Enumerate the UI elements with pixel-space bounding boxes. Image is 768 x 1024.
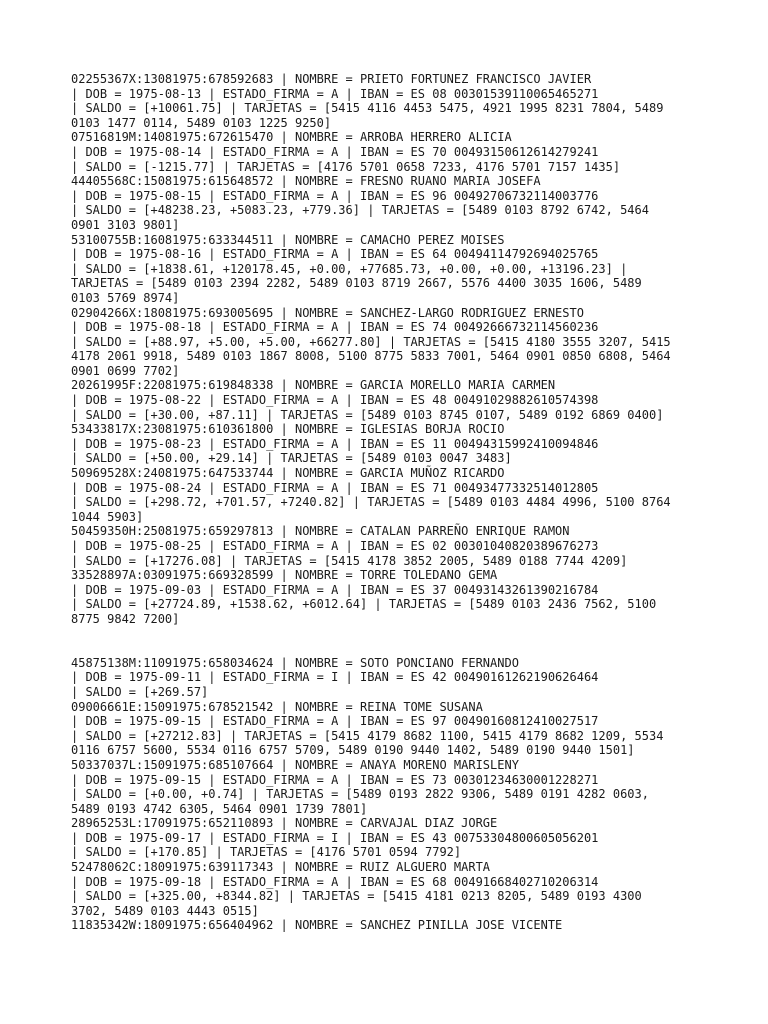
text-line: | SALDO = [+30.00, +87.11] | TARJETAS = [5489 0103 8745 0107, 5489 0192 6869 0400] [71, 407, 664, 422]
text-line: | SALDO = [+170.85] | TARJETAS = [4176 5701 0594 7792] [71, 845, 462, 860]
text-line: | DOB = 1975-08-13 | ESTADO_FIRMA = A | IBAN = ES 08 00301539110065465271 [71, 86, 599, 101]
text-line: | DOB = 1975-09-18 | ESTADO_FIRMA = A | IBAN = ES 68 00491668402710206314 [71, 874, 599, 889]
text-line: | DOB = 1975-08-25 | ESTADO_FIRMA = A | IBAN = ES 02 00301040820389676273 [71, 539, 599, 553]
text-line: | SALDO = [+48238.23, +5083.23, +779.36] | TARJETAS = [5489 0103 8792 6742, 5464 [71, 203, 649, 218]
text-line: | DOB = 1975-08-18 | ESTADO_FIRMA = A | IBAN = ES 74 00492666732114560236 [71, 320, 599, 335]
text-line: | SALDO = [+298.72, +701.57, +7240.82] | TARJETAS = [5489 0103 4484 4996, 5100 8764 [71, 495, 671, 510]
block-separator [71, 627, 711, 656]
text-line: | SALDO = [+269.57] [71, 684, 209, 699]
text-line: | SALDO = [+88.97, +5.00, +5.00, +66277.80] | TARJETAS = [5415 4180 3555 3207, 5415 [71, 334, 671, 349]
text-line: | DOB = 1975-08-16 | ESTADO_FIRMA = A | IBAN = ES 64 00494114792694025765 [71, 247, 599, 262]
text-line: | DOB = 1975-09-17 | ESTADO_FIRMA = I | IBAN = ES 43 00753304800605056201 [71, 830, 599, 845]
text-line: | SALDO = [+17276.08] | TARJETAS = [5415 4178 3852 2005, 5489 0188 7744 4209] [71, 553, 628, 568]
text-line: 50337037L:15091975:685107664 | NOMBRE = ANAYA MORENO MARISLENY [71, 757, 519, 772]
text-line: | DOB = 1975-08-14 | ESTADO_FIRMA = A | IBAN = ES 70 00493150612614279241 [71, 144, 599, 159]
text-line: 0901 3103 9801] [71, 217, 180, 232]
text-line: 1044 5903] [71, 509, 144, 524]
text-line: | SALDO = [+1838.61, +120178.45, +0.00, +77685.73, +0.00, +0.00, +13196.23] | [71, 261, 628, 276]
text-line: 5489 0193 4742 6305, 5464 0901 1739 7801] [71, 801, 368, 816]
text-line: | DOB = 1975-09-03 | ESTADO_FIRMA = A | IBAN = ES 37 00493143261390216784 [71, 582, 599, 597]
text-line: 3702, 5489 0103 4443 0515] [71, 903, 259, 918]
text-line: TARJETAS = [5489 0103 2394 2282, 5489 0103 8719 2667, 5576 4400 3035 1606, 5489 [71, 276, 642, 291]
text-line: 8775 9842 7200] [71, 611, 180, 626]
text-line: | DOB = 1975-09-11 | ESTADO_FIRMA = I | IBAN = ES 42 00490161262190626464 [71, 670, 599, 685]
text-line: | DOB = 1975-09-15 | ESTADO_FIRMA = A | IBAN = ES 97 00490160812410027517 [71, 714, 599, 729]
text-line: | SALDO = [+27724.89, +1538.62, +6012.64] | TARJETAS = [5489 0103 2436 7562, 5100 [71, 597, 657, 612]
text-line: 07516819M:14081975:672615470 | NOMBRE = ARROBA HERRERO ALICIA [71, 130, 512, 145]
text-line: 28965253L:17091975:652110893 | NOMBRE = CARVAJAL DIAZ JORGE [71, 816, 498, 831]
text-line: | SALDO = [+10061.75] | TARJETAS = [5415 4116 4453 5475, 4921 1995 8231 7804, 5489 [71, 101, 664, 116]
text-line: 20261995F:22081975:619848338 | NOMBRE = GARCIA MORELLO MARIA CARMEN [71, 378, 556, 393]
text-line: | SALDO = [-1215.77] | TARJETAS = [4176 5701 0658 7233, 4176 5701 7157 1435] [71, 159, 621, 174]
text-line: | SALDO = [+27212.83] | TARJETAS = [5415 4179 8682 1100, 5415 4179 8682 1209, 5534 [71, 728, 664, 743]
text-line: 0103 5769 8974] [71, 290, 180, 305]
text-line: 0116 6757 5600, 5534 0116 6757 5709, 5489 0190 9440 1402, 5489 0190 9440 1501] [71, 743, 635, 758]
record-block-2 [71, 656, 711, 933]
text-line: 50459350H:25081975:659297813 | NOMBRE = CATALAN PARREÑO ENRIQUE RAMON [71, 524, 570, 539]
text-line: 02255367X:13081975:678592683 | NOMBRE = PRIETO FORTUNEZ FRANCISCO JAVIER [71, 72, 592, 86]
text-line: 50969528X:24081975:647533744 | NOMBRE = GARCIA MUÑOZ RICARDO [71, 466, 505, 481]
text-line: 53433817X:23081975:610361800 | NOMBRE = IGLESIAS BORJA ROCIO [71, 422, 505, 437]
text-line: | DOB = 1975-08-22 | ESTADO_FIRMA = A | IBAN = ES 48 00491029882610574398 [71, 393, 599, 408]
text-line: | DOB = 1975-08-24 | ESTADO_FIRMA = A | IBAN = ES 71 00493477332514012805 [71, 480, 599, 495]
text-line: | DOB = 1975-08-23 | ESTADO_FIRMA = A | IBAN = ES 11 00494315992410094846 [71, 436, 599, 451]
text-line: 4178 2061 9918, 5489 0103 1867 8008, 5100 8775 5833 7001, 5464 0901 0850 6808, 5464 [71, 349, 671, 364]
text-line: 0901 0699 7702] [71, 363, 180, 378]
text-line: 52478062C:18091975:639117343 | NOMBRE = RUIZ ALGUERO MARTA [71, 860, 491, 875]
record-block-1 [71, 72, 711, 627]
text-line: 45875138M:11091975:658034624 | NOMBRE = SOTO PONCIANO FERNANDO [71, 655, 519, 670]
text-line: 33528897A:03091975:669328599 | NOMBRE = TORRE TOLEDANO GEMA [71, 568, 498, 583]
text-line: | DOB = 1975-08-15 | ESTADO_FIRMA = A | IBAN = ES 96 00492706732114003776 [71, 188, 599, 203]
text-line: 02904266X:18081975:693005695 | NOMBRE = SANCHEZ-LARGO RODRIGUEZ ERNESTO [71, 305, 584, 320]
text-line: 53100755B:16081975:633344511 | NOMBRE = CAMACHO PEREZ MOISES [71, 232, 505, 247]
document-page [71, 72, 711, 933]
text-line: 0103 1477 0114, 5489 0103 1225 9250] [71, 115, 332, 130]
text-line: | DOB = 1975-09-15 | ESTADO_FIRMA = A | IBAN = ES 73 00301234630001228271 [71, 772, 599, 787]
text-line: 11835342W:18091975:656404962 | NOMBRE = SANCHEZ PINILLA JOSE VICENTE [71, 918, 563, 933]
text-line: | SALDO = [+50.00, +29.14] | TARJETAS = [5489 0103 0047 3483] [71, 451, 512, 466]
text-line: | SALDO = [+325.00, +8344.82] | TARJETAS = [5415 4181 0213 8205, 5489 0193 4300 [71, 889, 642, 904]
text-line: 44405568C:15081975:615648572 | NOMBRE = FRESNO RUANO MARIA JOSEFA [71, 174, 541, 189]
text-line: | SALDO = [+0.00, +0.74] | TARJETAS = [5489 0193 2822 9306, 5489 0191 4282 0603, [71, 787, 649, 802]
text-line: 09006661E:15091975:678521542 | NOMBRE = REINA TOME SUSANA [71, 699, 483, 714]
